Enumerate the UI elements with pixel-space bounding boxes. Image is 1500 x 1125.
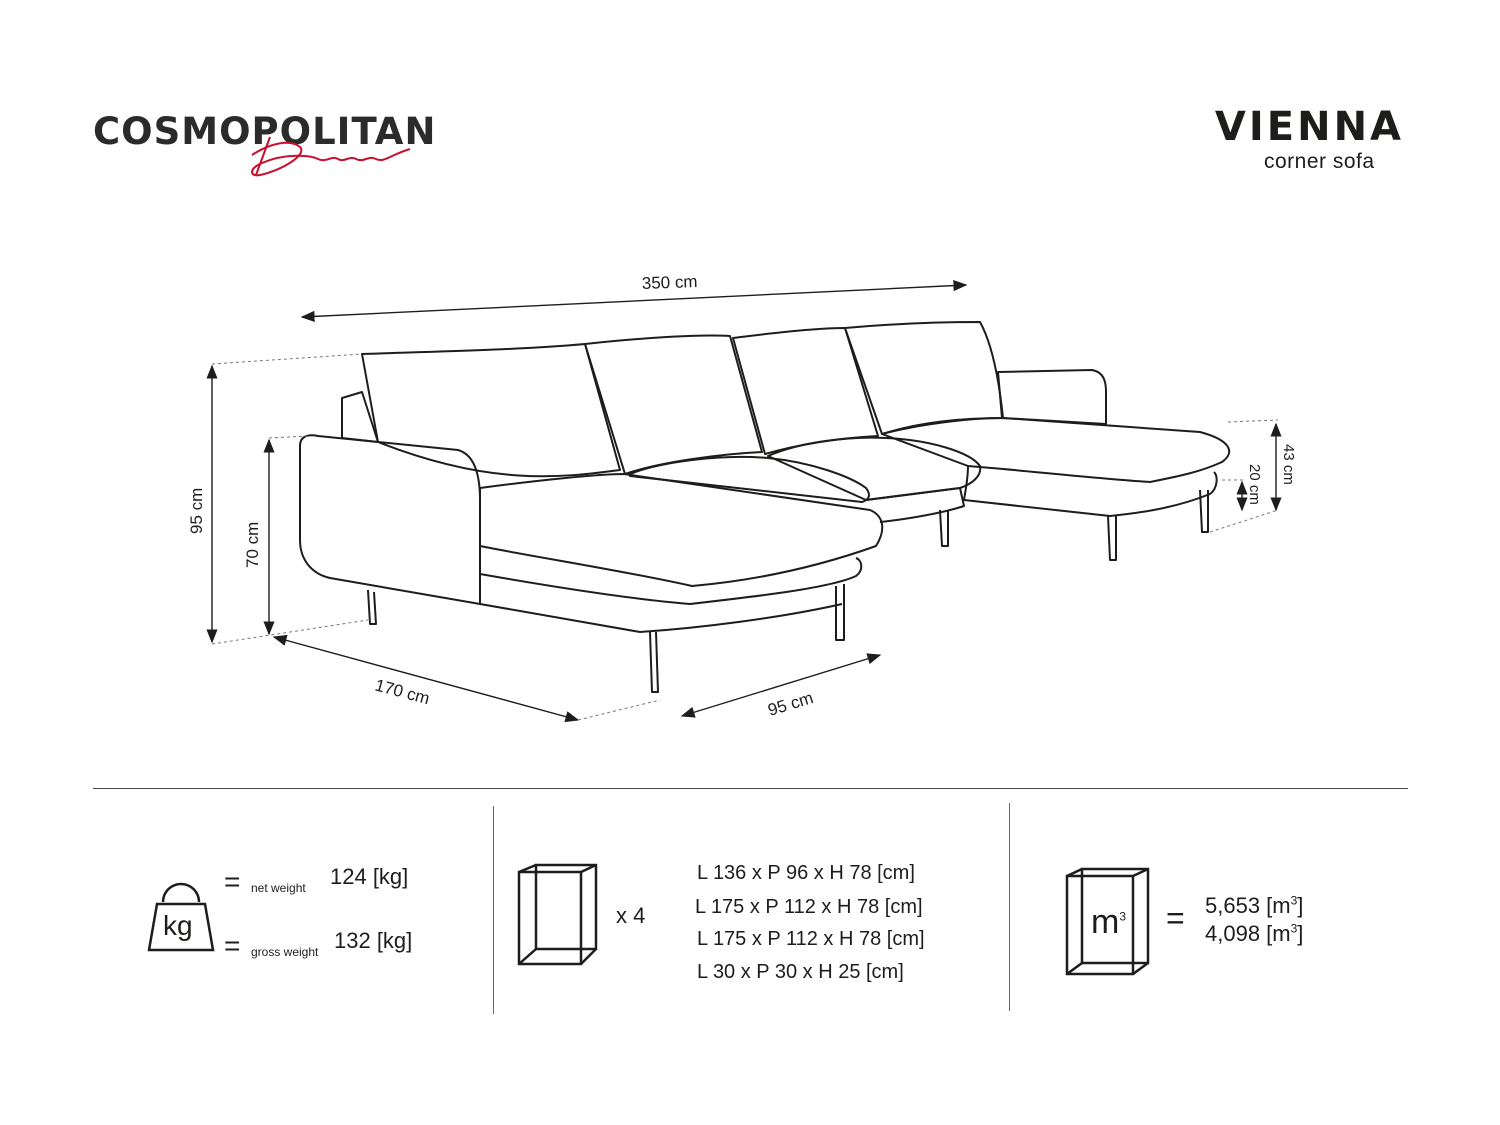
weight-icon-label: kg <box>163 910 193 941</box>
product-name: VIENNA <box>1214 104 1404 150</box>
package-count: x 4 <box>616 903 646 928</box>
label-arm-height: 70 cm <box>243 521 262 568</box>
package-dims-3: L 175 x P 112 x H 78 [cm] <box>697 928 925 950</box>
volume-value-1: 5,653 $[m^3]$ <box>1205 893 1304 918</box>
package-box-icon <box>516 862 600 968</box>
divider-line <box>93 788 1408 789</box>
right-back-panel <box>998 370 1106 424</box>
package-dims-1: L 136 x P 96 x H 78 [cm] <box>697 862 915 884</box>
gross-equals: = <box>224 930 241 961</box>
middle-seat-2 <box>768 438 980 500</box>
package-dims-4: L 30 x P 30 x H 25 [cm] <box>697 961 904 983</box>
section-separator-2 <box>1009 803 1010 1011</box>
back-cushion-3 <box>733 328 878 454</box>
leg-5 <box>1108 516 1116 560</box>
volume-equals: = <box>1166 900 1185 936</box>
net-weight-label: net weight <box>251 881 306 895</box>
dim-line-length <box>302 285 966 317</box>
leg-1 <box>368 590 376 624</box>
back-cushion-1 <box>362 344 620 476</box>
net-weight-value: 124 [kg] <box>330 864 409 889</box>
product-type: corner sofa <box>1264 150 1375 173</box>
label-total-length: 350 cm <box>641 272 698 293</box>
leg-4 <box>940 510 948 546</box>
volume-icon-label: $m^3$ <box>1091 903 1127 941</box>
middle-seat-1 <box>630 457 869 502</box>
volume-value-2: 4,098 $[m^3]$ <box>1205 921 1304 946</box>
package-dims-2: L 175 x P 112 x H 78 [cm] <box>695 896 923 918</box>
leg-3 <box>836 584 844 640</box>
label-height: 95 cm <box>187 487 206 534</box>
right-chaise-seat <box>882 418 1229 482</box>
back-cushion-2 <box>585 335 762 474</box>
label-seat-height: 43 cm <box>1280 444 1297 485</box>
left-armrest <box>300 435 480 604</box>
label-depth-left: 170 cm <box>372 675 432 709</box>
label-leg-height: 20 cm <box>1246 464 1263 505</box>
section-separator-1 <box>493 806 494 1014</box>
net-equals: = <box>224 866 241 897</box>
back-cushion-4 <box>845 322 1003 434</box>
gross-weight-label: gross weight <box>251 945 319 959</box>
gross-weight-value: 132 [kg] <box>334 928 413 953</box>
left-chaise-seat <box>480 474 882 586</box>
label-depth-seat: 95 cm <box>765 688 816 720</box>
leg-2 <box>650 632 658 692</box>
right-chaise-base <box>964 466 1217 516</box>
brand-logo: COSMOPOLITAN <box>93 110 437 153</box>
